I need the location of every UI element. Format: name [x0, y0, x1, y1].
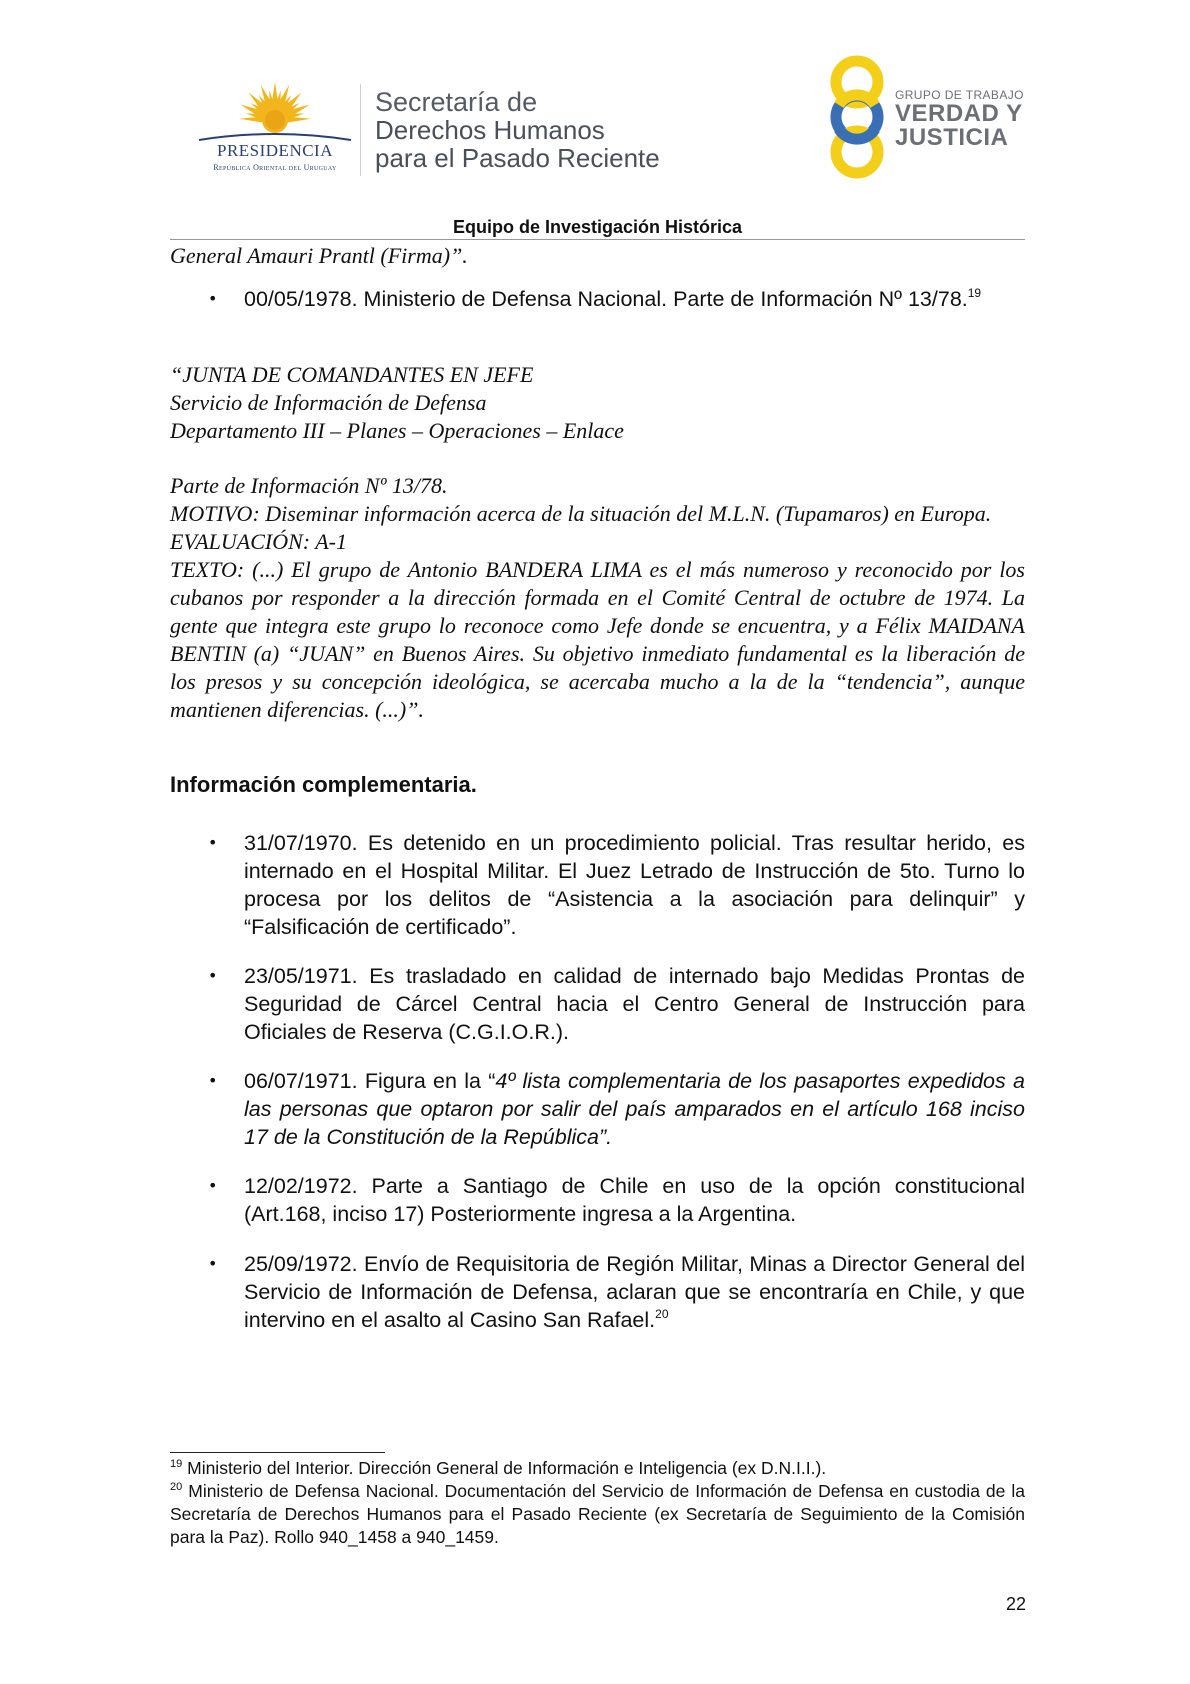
- quote-line: Servicio de Información de Defensa: [170, 390, 487, 415]
- signature-line: General Amauri Prantl (Firma)”.: [170, 243, 468, 268]
- page-number: 22: [1005, 1594, 1026, 1614]
- footnote: [170, 1457, 1025, 1480]
- sun-emblem-icon: [195, 80, 355, 142]
- bullet-icon: •: [208, 833, 218, 852]
- secretaria-line-1: Secretaría de: [375, 87, 538, 117]
- parte-line: Parte de Información Nº 13/78.: [170, 473, 448, 498]
- footnote-text: Ministerio del Interior. Dirección General de Información e Inteligencia (ex D.N.I.I.).: [182, 1458, 827, 1478]
- footnote-ref: 19: [967, 286, 982, 300]
- presidencia-logo: [195, 80, 355, 180]
- gtvj-wordmark: [895, 88, 1024, 150]
- footnote-number: 20: [170, 1481, 183, 1493]
- gtvj-line-2: VERDAD Y: [895, 100, 1023, 127]
- footnote-ref: 20: [655, 1307, 669, 1321]
- secretaria-line-3: para el Pasado Reciente: [375, 143, 660, 173]
- list-item-body: 00/05/1978. Ministerio de Defensa Nacional. Parte de Información Nº 13/78.: [244, 287, 968, 311]
- texto-paragraph: TEXTO: (...) El grupo de Antonio BANDERA LIMA es el más numeroso y reconocido por los cubanos por responder a la dirección formada en el Comité Central de octubre de 1974. La gente que integra este grupo lo reconoce como Jefe donde se encuentra, y a Félix MAIDANA BENTIN (a) “JUAN” en Buenos Aires. Su objetivo inmediato fundamental es la liberación de los presos y su concepción ideológica, se acercaba mucho a la de la “tendencia”, aunque mantienen diferencias. (...)”.: [170, 557, 1025, 722]
- footnote-separator: [170, 1452, 385, 1453]
- motivo-line: MOTIVO: Diseminar información acerca de la situación del M.L.N. (Tupamaros) en Europa.: [170, 501, 992, 526]
- list-item-text: [244, 285, 1025, 313]
- quote-header: [170, 361, 1025, 445]
- list-item-text: 31/07/1970. Es detenido en un procedimiento policial. Tras resultar herido, es internado en el Hospital Militar. El Juez Letrado de Instrucción de 5to. Turno lo procesa por los delitos de “Asistencia a la asociación para delinquir” y “Falsificación de certificado”.: [244, 831, 1025, 939]
- list-item-text: 23/05/1971. Es trasladado en calidad de internado bajo Medidas Prontas de Seguridad de Cárcel Central hacia el Centro General de Instrucción para Oficiales de Reserva (C.G.I.O.R.).: [244, 964, 1025, 1044]
- list-item-text: 12/02/1972. Parte a Santiago de Chile en uso de la opción constitucional (Art.168, inciso 17) Posteriormente ingresa a la Argentina.: [244, 1174, 1025, 1226]
- list-item-body: 25/09/1972. Envío de Requisitoria de Región Militar, Minas a Director General del Servicio de Información de Defensa, aclaran que se encontraría en Chile, y que intervino en el asalto al Casino San Rafael.: [244, 1252, 1025, 1332]
- header-divider: [360, 84, 361, 176]
- linked-rings-icon: [820, 55, 895, 180]
- header-rule: [170, 239, 1025, 240]
- bullet-icon: •: [208, 289, 218, 308]
- list-item-lead: 06/07/1971. Figura en la “: [244, 1069, 496, 1093]
- secretaria-line-2: Derechos Humanos: [375, 115, 605, 145]
- quote-line: Departamento III – Planes – Operaciones – Enlace: [170, 418, 624, 443]
- team-heading: Equipo de Investigación Histórica: [452, 217, 743, 237]
- presidencia-subtitle: República Oriental del Uruguay: [213, 163, 337, 172]
- evaluacion-line: EVALUACIÓN: A-1: [170, 529, 347, 554]
- list-item-italic: 4º lista complementaria de los pasaportes expedidos a las personas que optaron por salir del país amparados en el artículo 168 inciso 17 de la Constitución de la República”.: [244, 1069, 1025, 1149]
- quote-body: [170, 472, 1025, 724]
- gtvj-line-3: JUSTICIA: [895, 124, 1009, 151]
- list-item-text: [244, 1067, 1025, 1151]
- bullet-icon: •: [208, 1254, 218, 1273]
- bullet-icon: •: [208, 1071, 218, 1090]
- section-title: Información complementaria.: [170, 772, 477, 797]
- gtvj-line-1: GRUPO DE TRABAJO: [895, 88, 1024, 102]
- bullet-icon: •: [208, 966, 218, 985]
- footnote-number: 19: [170, 1458, 183, 1470]
- quote-line: “JUNTA DE COMANDANTES EN JEFE: [170, 362, 534, 387]
- list-item-text: [244, 1250, 1025, 1334]
- presidencia-wordmark: PRESIDENCIA: [216, 141, 333, 160]
- secretaria-logotype: [375, 88, 660, 172]
- bullet-icon: •: [208, 1176, 218, 1195]
- footnote-text: Ministerio de Defensa Nacional. Documentación del Servicio de Información de Defensa en custodia de la Secretaría de Derechos Humanos para el Pasado Reciente (ex Secretaría de Seguimiento de la Comisión para la Paz). Rollo 940_1458 a 940_1459.: [170, 1481, 1025, 1547]
- footnote: [170, 1480, 1025, 1549]
